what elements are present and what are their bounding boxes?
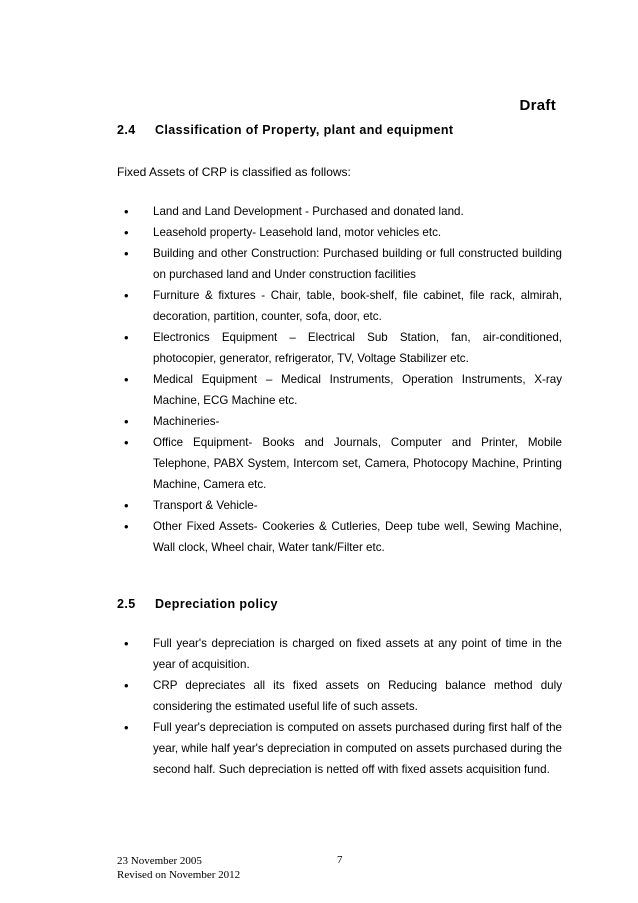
page-footer	[117, 854, 240, 882]
bullet-icon: •	[124, 498, 129, 513]
list-item	[117, 633, 562, 675]
draft-label: Draft	[519, 97, 556, 114]
footer-date: 23 November 2005	[117, 855, 202, 867]
footer-revised: Revised on November 2012	[117, 869, 241, 881]
section-intro: Fixed Assets of CRP is classified as follows:	[117, 165, 351, 179]
bullet-icon: •	[124, 678, 129, 693]
list-item-text: Electronics Equipment – Electrical Sub Station, fan, air-conditioned, photocopier, generator, refrigerator, TV, Voltage Stabilizer etc.	[153, 331, 562, 365]
bullet-icon: •	[124, 204, 129, 219]
classification-list	[117, 201, 562, 558]
section-number: 2.5	[117, 597, 136, 611]
section-heading-2-5	[117, 597, 278, 611]
bullet-icon: •	[124, 372, 129, 387]
list-item	[117, 411, 562, 432]
bullet-icon: •	[124, 519, 129, 534]
bullet-icon: •	[124, 288, 129, 303]
bullet-icon: •	[124, 720, 129, 735]
list-item-text: Leasehold property- Leasehold land, motor vehicles etc.	[153, 226, 442, 239]
list-item-text: Office Equipment- Books and Journals, Computer and Printer, Mobile Telephone, PABX System, Intercom set, Camera, Photocopy Machine, Printing Machine, Camera etc.	[153, 436, 562, 491]
list-item-text: Machineries-	[153, 415, 220, 428]
list-item-text: Medical Equipment – Medical Instruments, Operation Instruments, X-ray Machine, ECG Machine etc.	[153, 373, 562, 407]
list-item-text: Full year's depreciation is computed on assets purchased during first half of the year, while half year's depreciation in computed on assets purchased during the second half. Such depreciation is netted off with fixed assets acquisition fund.	[153, 721, 562, 776]
list-item	[117, 201, 562, 222]
list-item	[117, 285, 562, 327]
list-item	[117, 222, 562, 243]
bullet-icon: •	[124, 225, 129, 240]
list-item-text: Land and Land Development - Purchased and donated land.	[153, 205, 464, 218]
bullet-icon: •	[124, 636, 129, 651]
list-item	[117, 369, 562, 411]
list-item	[117, 717, 562, 780]
bullet-icon: •	[124, 246, 129, 261]
bullet-icon: •	[124, 435, 129, 450]
section-heading-2-4	[117, 123, 453, 137]
page-number: 7	[337, 854, 343, 866]
list-item	[117, 327, 562, 369]
list-item-text: Full year's depreciation is charged on fixed assets at any point of time in the year of acquisition.	[153, 637, 562, 671]
depreciation-list	[117, 633, 562, 780]
list-item-text: Furniture & fixtures - Chair, table, book-shelf, file cabinet, file rack, almirah, decoration, partition, counter, sofa, door, etc.	[153, 289, 562, 323]
list-item	[117, 516, 562, 558]
list-item	[117, 675, 562, 717]
section-title: Classification of Property, plant and equipment	[155, 123, 454, 137]
section-title: Depreciation policy	[155, 597, 278, 611]
list-item	[117, 432, 562, 495]
list-item	[117, 495, 562, 516]
list-item-text: CRP depreciates all its fixed assets on Reducing balance method duly considering the estimated useful life of such assets.	[153, 679, 562, 713]
section-number: 2.4	[117, 123, 136, 137]
bullet-icon: •	[124, 414, 129, 429]
list-item-text: Transport & Vehicle-	[153, 499, 258, 512]
list-item-text: Building and other Construction: Purchased building or full constructed building on purchased land and Under construction facilities	[153, 247, 562, 281]
bullet-icon: •	[124, 330, 129, 345]
list-item	[117, 243, 562, 285]
list-item-text: Other Fixed Assets- Cookeries & Cutleries, Deep tube well, Sewing Machine, Wall clock, Wheel chair, Water tank/Filter etc.	[153, 520, 562, 554]
